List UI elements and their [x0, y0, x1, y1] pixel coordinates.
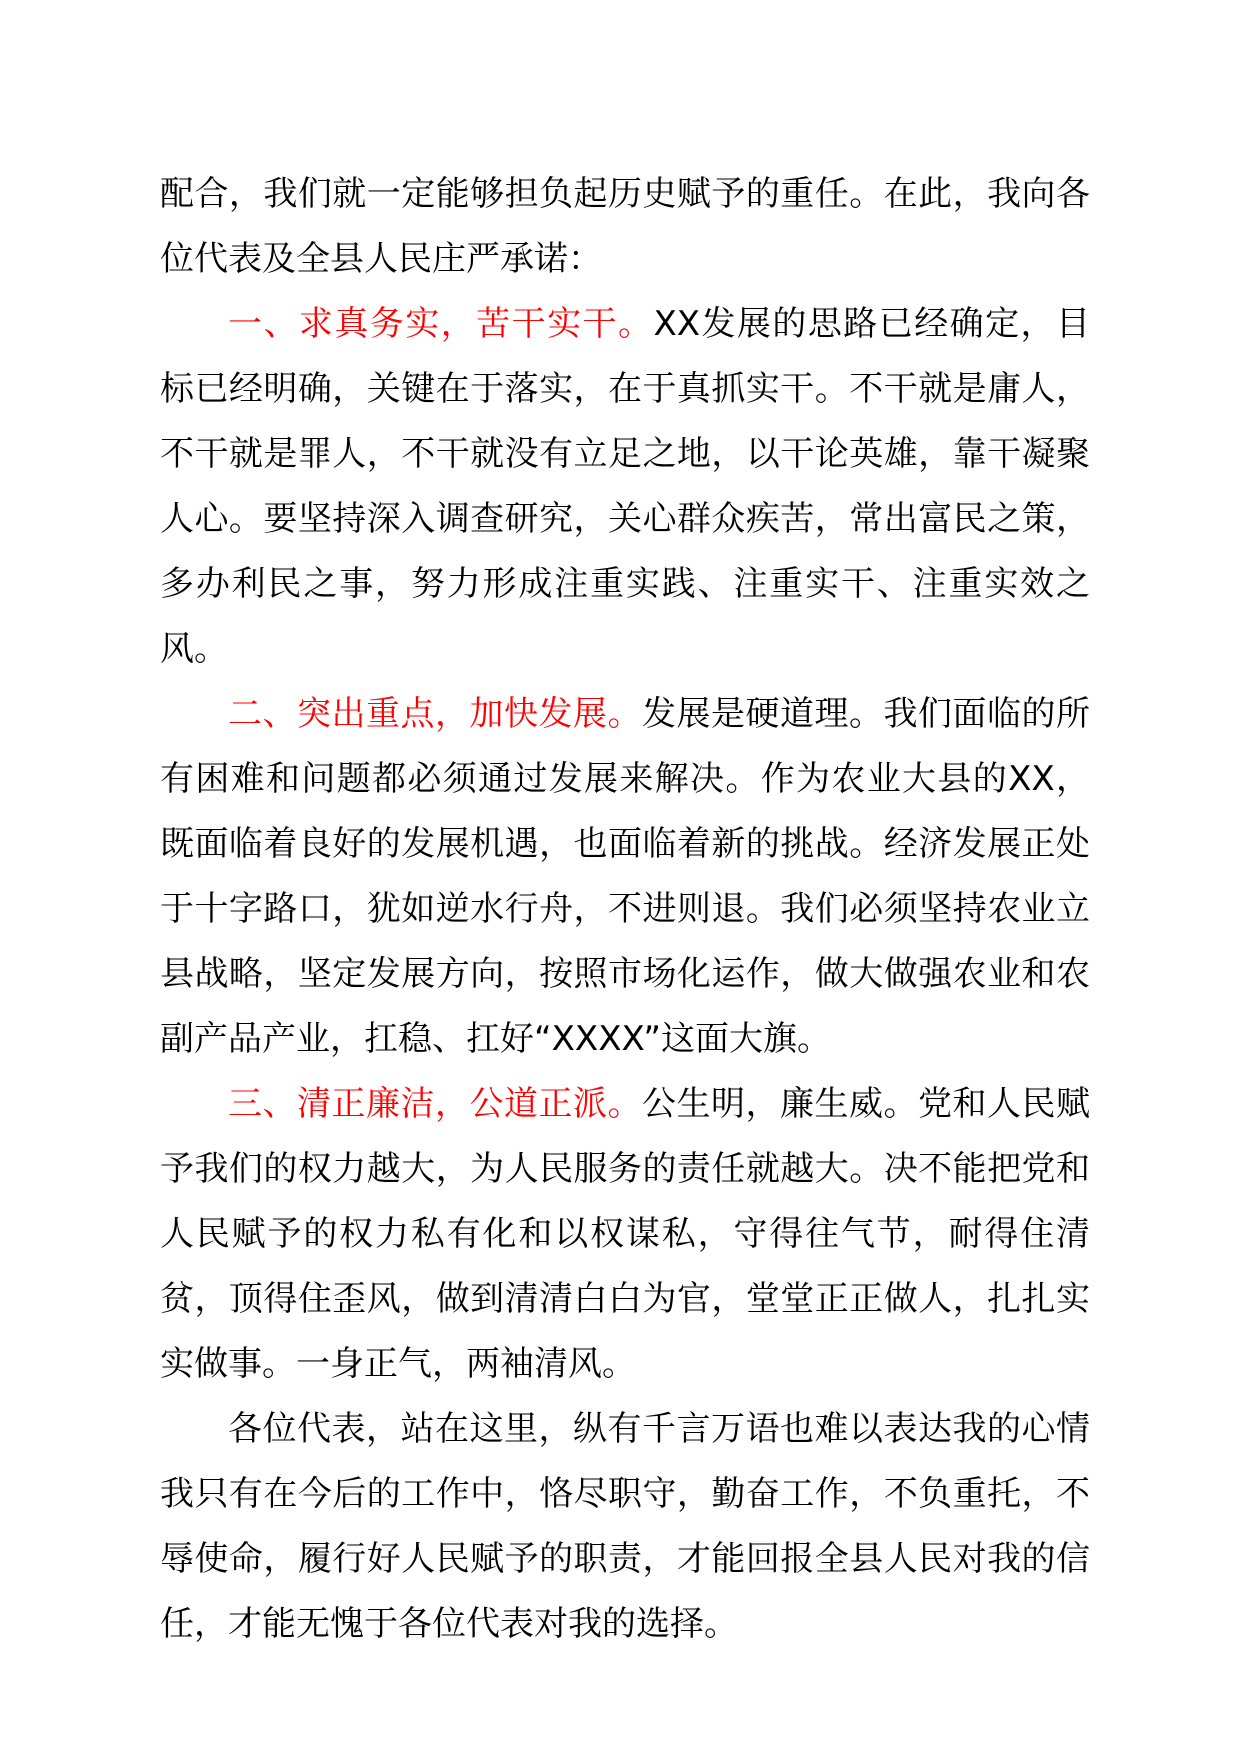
commitment-heading: 二、突出重点，加快发展。: [228, 694, 642, 734]
paragraph-commitment-3: [160, 1072, 1090, 1397]
paragraph-text: XX发展的思路已经确定，目标已经明确，关键在于落实，在于真抓实干。不干就是庸人，不干就是罪人，不干就没有立足之地，以干论英雄，靠干凝聚人心。要坚持深入调查研究，关心群众疾苦，常出富民之策，多办利民之事，努力形成注重实践、注重实干、注重实效之风。: [160, 304, 1090, 669]
paragraph-text: 配合，我们就一定能够担负起历史赋予的重任。在此，我向各位代表及全县人民庄严承诺：: [160, 174, 1090, 279]
paragraph-commitment-2: [160, 682, 1090, 1072]
paragraph-text: 发展是硬道理。我们面临的所有困难和问题都必须通过发展来解决。作为农业大县的XX，既面临着良好的发展机遇，也面临着新的挑战。经济发展正处于十字路口，犹如逆水行舟，不进则退。我们必须坚持农业立县战略，坚定发展方向，按照市场化运作，做大做强农业和农副产品产业，扛稳、扛好“XXXX”这面大旗。: [160, 694, 1090, 1059]
paragraph-closing: [160, 1397, 1090, 1657]
paragraph-text: 各位代表，站在这里，纵有千言万语也难以表达我的心情我只有在今后的工作中，恪尽职守，勤奋工作，不负重托，不辱使命，履行好人民赋予的职责，才能回报全县人民对我的信任，才能无愧于各位代表对我的选择。: [160, 1409, 1090, 1644]
commitment-heading: 一、求真务实，苦干实干。: [228, 304, 654, 344]
document-page: [160, 162, 1090, 1657]
paragraph-text: 公生明，廉生威。党和人民赋予我们的权力越大，为人民服务的责任就越大。决不能把党和人民赋予的权力私有化和以权谋私，守得往气节，耐得住清贫，顶得住歪风，做到清清白白为官，堂堂正正做人，扎扎实实做事。一身正气，两袖清风。: [160, 1084, 1090, 1384]
paragraph-intro-continuation: [160, 162, 1090, 292]
commitment-heading: 三、清正廉洁，公道正派。: [228, 1084, 642, 1124]
paragraph-commitment-1: [160, 292, 1090, 682]
